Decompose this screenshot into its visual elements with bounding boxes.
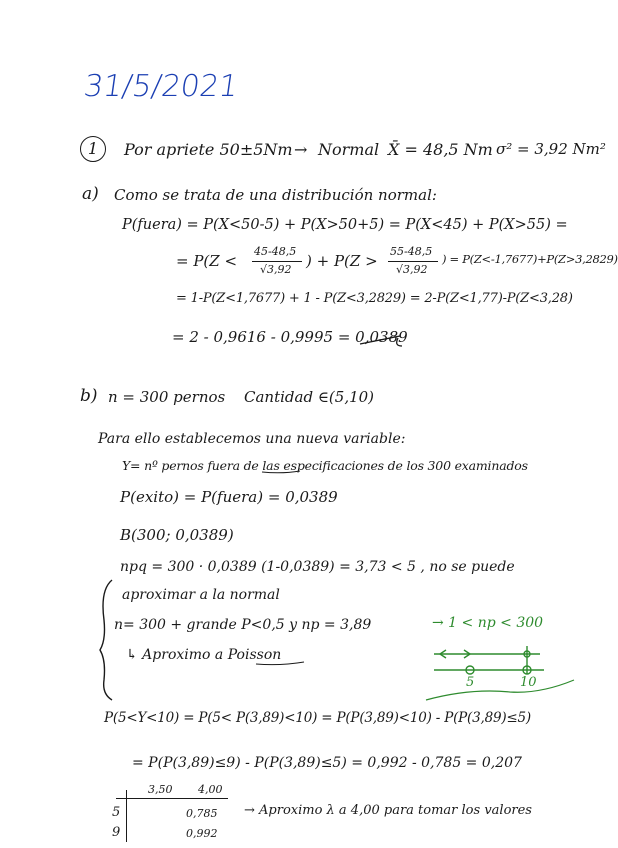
- part-a-eq4: = 2 - 0,9616 - 0,9995 = 0,0389: [172, 328, 408, 346]
- eq2-mid: ) + P(Z >: [306, 252, 378, 270]
- problem-number: 1: [87, 139, 99, 158]
- part-b-poisson: ↳ Aproximo a Poisson: [126, 647, 282, 663]
- underline-fuera: [262, 471, 300, 473]
- part-b-npq: npq = 300 · 0,0389 (1-0,0389) = 3,73 < 5 , no se puede: [120, 559, 515, 575]
- part-b-conditions-green: → 1 < np < 300: [432, 615, 544, 631]
- problem-arrow: →: [294, 140, 308, 159]
- green-number-line: [434, 646, 544, 674]
- part-b-label: b): [80, 386, 98, 406]
- table-note: → Aproximo λ a 4,00 para tomar los valores: [244, 803, 532, 818]
- date: 31/5/2021: [81, 69, 241, 104]
- part-b-new-var: Para ello establecemos una nueva variable:: [98, 431, 406, 447]
- eq2-frac1-num: 45-48,5: [254, 245, 297, 258]
- eq2-post: ) = P(Z<-1,7677)+P(Z>3,2829): [442, 252, 618, 266]
- table-row-k: 9: [112, 825, 121, 840]
- poisson-underline: [256, 662, 304, 665]
- eq2-frac2-num: 55-48,5: [390, 245, 433, 258]
- part-b-y-def: Y= nº pernos fuera de las especificaciones de los 300 examinados: [122, 458, 528, 473]
- table-header-2: 4,00: [198, 783, 223, 796]
- part-b-eq5: P(5<Y<10) = P(5< P(3,89)<10) = P(P(3,89)<10) - P(P(3,89)≤5): [104, 710, 532, 726]
- part-b-conditions: n= 300 + grande P<0,5 y np = 3,89: [114, 617, 372, 633]
- table-row-k: 5: [112, 805, 121, 820]
- eq2-frac2-den: √3,92: [396, 263, 428, 276]
- problem-variance: σ² = 3,92 Nm²: [496, 140, 606, 158]
- part-a-eq1: P(fuera) = P(X<50-5) + P(X>50+5) = P(X<45) + P(X>55) =: [122, 217, 568, 233]
- part-b-p-exito: P(exito) = P(fuera) = 0,0389: [120, 488, 338, 506]
- part-a-label: a): [82, 184, 99, 204]
- part-a-eq3: = 1-P(Z<1,7677) + 1 - P(Z<3,2829) = 2-P(Z<1,77)-P(Z<3,28): [176, 291, 573, 306]
- green-swoosh: [426, 680, 574, 700]
- part-b-quantity: Cantidad ∈(5,10): [244, 388, 375, 406]
- problem-intro: Por apriete 50±5Nm: [124, 140, 293, 159]
- part-b-binomial: B(300; 0,0389): [120, 526, 234, 544]
- table-row-value: 0,785: [186, 807, 218, 820]
- eq2-pre: = P(Z <: [176, 252, 238, 270]
- problem-mean: X̄ = 48,5 Nm: [388, 140, 493, 159]
- table-row-value: 0,992: [186, 827, 218, 840]
- answer-squiggle: [360, 336, 402, 346]
- table-header-1: 3,50: [148, 783, 173, 796]
- problem-distribution: Normal: [318, 140, 380, 159]
- part-b-npq-line2: aproximar a la normal: [122, 587, 280, 603]
- part-b-n: n = 300 pernos: [108, 388, 226, 406]
- part-a-text: Como se trata de una distribución normal:: [114, 186, 437, 204]
- axis-label-10: 10: [520, 675, 537, 690]
- part-b-eq6: = P(P(3,89)≤9) - P(P(3,89)≤5) = 0,992 - 0,785 = 0,207: [132, 755, 522, 771]
- axis-label-5: 5: [466, 675, 475, 690]
- eq2-frac1-den: √3,92: [260, 263, 292, 276]
- left-brace: [100, 580, 112, 700]
